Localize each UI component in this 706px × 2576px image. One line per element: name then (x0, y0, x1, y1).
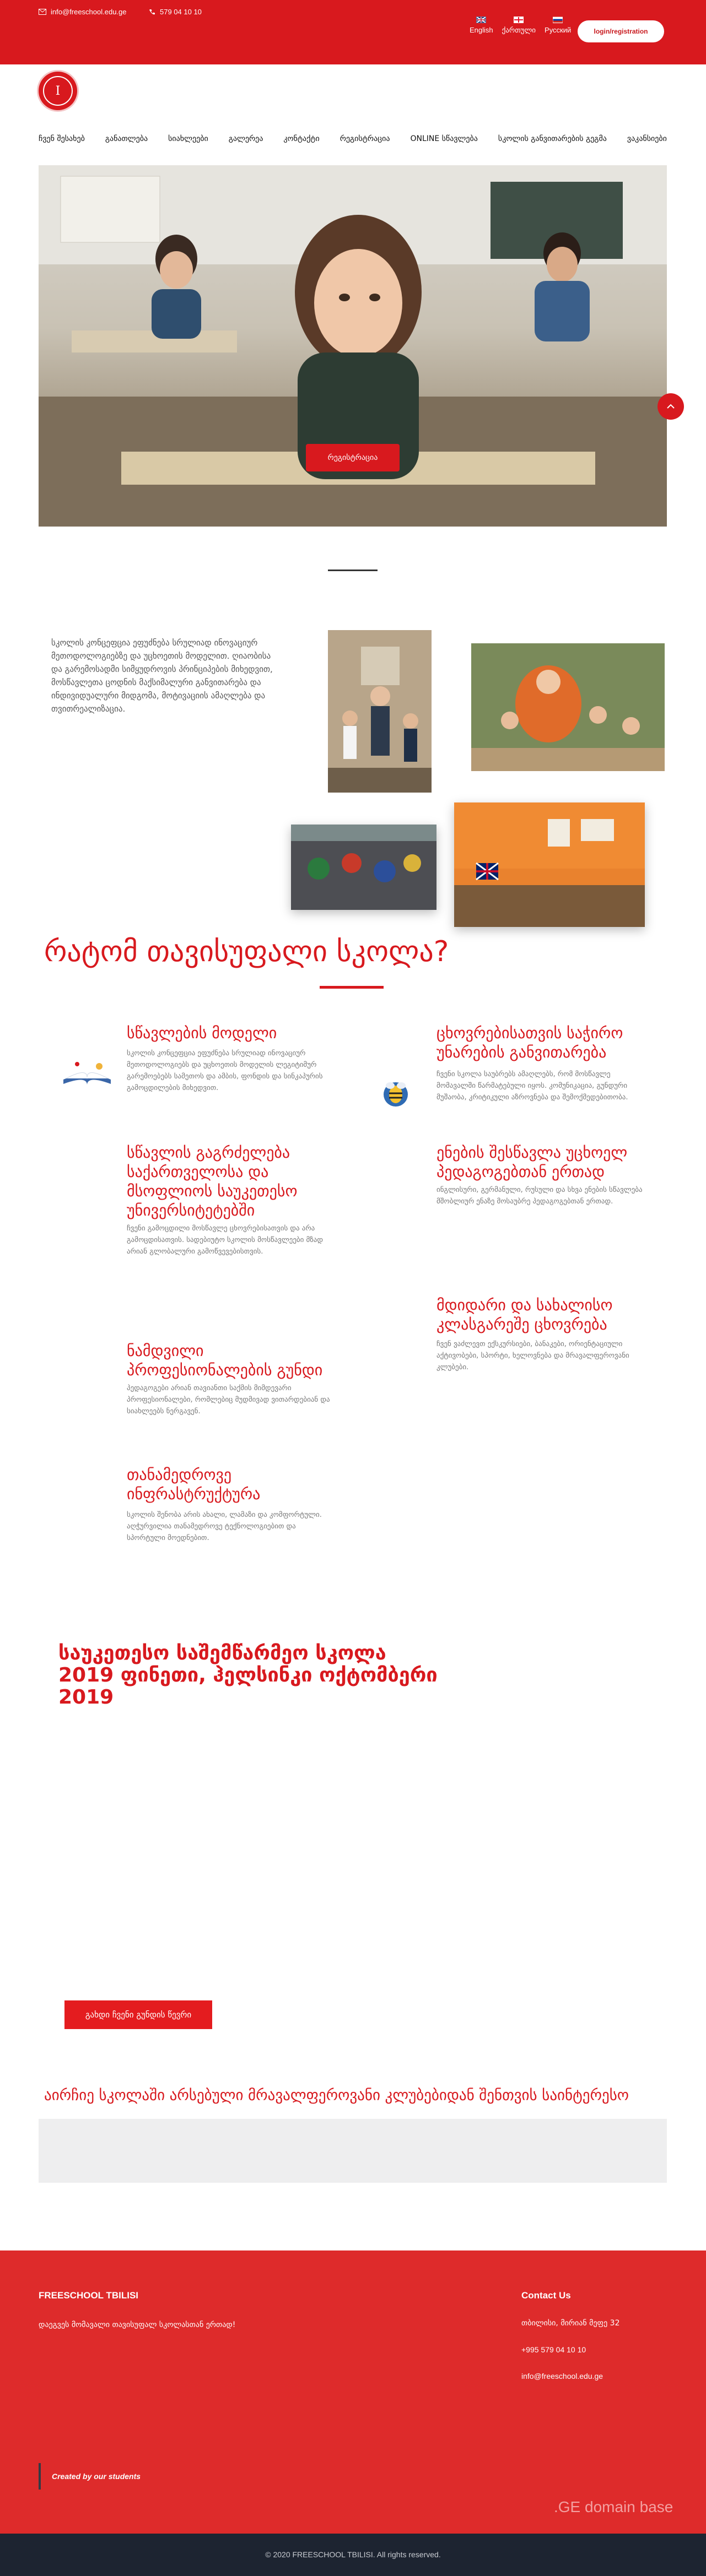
photo-students-with-teacher (328, 630, 432, 793)
bee-icon (379, 1077, 412, 1112)
credit-bar (39, 2463, 41, 2490)
feature-text-universities: ჩვენი გამოცდილი მოსწავლე ცხოვრებისათვის და არა გამოცდისათვის. სადებიუტო სკოლის მოსწავლეები მზად არიან გლობალური გამოწვევებისთვის. (127, 1224, 324, 1256)
section-divider (328, 570, 378, 571)
russia-flag-icon (553, 17, 563, 23)
phone-icon (149, 9, 155, 15)
login-registration-button[interactable]: login/registration (578, 20, 664, 42)
nav-development-plan[interactable]: სკოლის განვითარების გეგმა (498, 134, 607, 143)
hero-registration-button[interactable]: რეგისტრაცია (306, 444, 400, 471)
footer-phone[interactable]: +995 579 04 10 10 (521, 2345, 586, 2354)
footer-contact-title: Contact Us (521, 2290, 571, 2301)
nav-about[interactable]: ჩვენ შესახებ (39, 134, 85, 143)
footer-email[interactable]: info@freeschool.edu.ge (521, 2372, 603, 2380)
footer-credit: Created by our students (52, 2472, 141, 2481)
lang-label: Русский (545, 26, 572, 34)
photo-robotics-kits (291, 825, 436, 910)
clubs-panel (39, 2119, 667, 2183)
chevron-up-icon (667, 404, 675, 409)
nav-education[interactable]: განათლება (105, 134, 148, 143)
email-contact[interactable] (39, 8, 127, 16)
nav-registration[interactable]: რეგისტრაცია (339, 134, 390, 143)
envelope-icon (39, 9, 46, 15)
nav-vacancies[interactable]: ვაკანსიები (627, 134, 667, 143)
feature-text-teaching-model: სკოლის კონცეფცია ეფუძნება სრულიად ინოვაციურ მეთოდოლოგიებს და უცხოეთის მოდელის ლეგიტიმურ გარემოებებს სამეთოს და ამბის, ფონდის და სინკაპურის გამოცდილების მიხედვით. (127, 1049, 323, 1092)
feature-text-professionals: პედაგოგები არიან თავიანთი საქმის მიმდევარი პროფესიონალები, რომლებიც მუდმივად ვითარდებიან და სიახლეებს ნერგავენ. (127, 1384, 330, 1416)
georgia-flag-icon (514, 17, 524, 23)
classroom-photo (39, 165, 667, 527)
hero-image (39, 165, 667, 527)
nav-online-learning[interactable]: ONLINE სწავლება (410, 134, 478, 143)
book-icon (61, 1057, 114, 1091)
phone-contact[interactable] (149, 8, 202, 16)
clubs-title: აირჩიე სკოლაში არსებული მრავალფეროვანი კლუბებიდან შენთვის საინტერესო (44, 2087, 629, 2104)
lang-russian[interactable] (545, 17, 571, 35)
email-text: info@freeschool.edu.ge (51, 8, 127, 16)
lang-label: English (470, 26, 493, 34)
feature-text-extracurricular: ჩვენ ვაძლევთ ექსკურსიები, ბანაკები, ორიენტაციული აქტივობები, სპორტი, ხელოვნება და მრავალფეროვანი კლუბები. (436, 1340, 629, 1371)
logo-emblem: I (43, 76, 73, 106)
footer-brand: FREESCHOOL TBILISI (39, 2290, 139, 2301)
lang-english[interactable] (470, 17, 493, 35)
nav-news[interactable]: სიახლეები (168, 134, 208, 143)
footer-bottom-bar (0, 2534, 706, 2576)
feature-text-life-skills: ჩვენი სკოლა საუბრებს ამაღლებს, რომ მოსწავლე მომავალში წარმატებული იყოს. კომუნიკაცია, გუნდური მუშაობა, კრიტიკული აზროვნება და შემოქმედებითობა. (436, 1070, 628, 1102)
event-title: საუკეთესო საშემწარმეო სკოლა 2019 ფინეთი, ჰელსინკი ოქტომბერი 2019 (58, 1642, 438, 1709)
lang-label: ქართული (502, 26, 536, 34)
scroll-to-top-button[interactable] (658, 393, 684, 420)
copyright-text: © 2020 FREESCHOOL TBILISI. All rights reserved. (265, 2550, 441, 2559)
partner-logo[interactable]: .GE domain base (554, 2498, 673, 2515)
why-free-school-title: რატომ თავისუფალი სკოლა? (44, 935, 449, 968)
feature-title-life-skills: ცხოვრებისათვის საჭირო უნარების განვითარება (436, 1024, 623, 1061)
uk-flag-icon (476, 17, 486, 23)
feature-text-languages: ინგლისური, გერმანული, რუსული და სხვა ენების სწავლება მშობლიურ ენაზე მოსაუბრე პედაგოგებთან ერთად. (436, 1186, 643, 1206)
nav-contact[interactable]: კონტაქტი (283, 134, 320, 143)
footer-tagline: დაეგვეს მომავალი თავისუფალ სკოლასთან ერთად! (39, 2320, 236, 2329)
title-underline (320, 986, 384, 989)
footer-address: თბილისი, მირიან მეფე 32 (521, 2319, 620, 2328)
feature-title-professionals: ნამდვილი პროფესიონალების გუნდი (127, 1342, 323, 1379)
top-bar (0, 0, 706, 64)
feature-title-universities: სწავლის გაგრძელება საქართველოსა და მსოფლიოს საუკეთესო უნივერსიტეტებში (127, 1143, 298, 1219)
lang-georgian[interactable] (502, 17, 536, 35)
feature-title-infrastructure: თანამედროვე ინფრასტრუქტურა (127, 1466, 261, 1503)
feature-title-extracurricular: მდიდარი და სახალისო კლასგარეშე ცხოვრება (436, 1296, 613, 1333)
intro-text: სკოლის კონცეფცია ეფუძნება სრულიად ინოვაციურ მეთოდოლოგიებზე და უცხოეთის მოდელით. ღიაობისა და გარემოსადმი სიმყუდროვის პრინციპების მიხედვით, მოსწავლეთა ცოდნის მაქსიმალური განვითარება და ინდივიდუალური მიდგომა, მოტივაციის ამაღლება და თვითრეალიზაცია. (51, 638, 273, 714)
school-logo[interactable] (39, 72, 77, 110)
photo-children-group (471, 643, 665, 771)
language-switcher (470, 17, 571, 35)
feature-title-languages: ენების შესწავლა უცხოელ პედაგოგებთან ერთად (436, 1143, 628, 1181)
photo-classroom-flags (454, 802, 645, 927)
feature-text-infrastructure: სკოლის შენობა არის ახალი, ლამაზი და კომფორტული. აღჭურვილია თანამედროვე ტექნოლოგიებით და სპორტული მოედნებით. (127, 1511, 322, 1542)
main-navigation (39, 134, 667, 143)
footer (0, 2250, 706, 2576)
nav-gallery[interactable]: გალერეა (228, 134, 263, 143)
phone-text: 579 04 10 10 (160, 8, 202, 16)
join-team-button[interactable]: გახდი ჩვენი გუნდის წევრი (64, 2000, 212, 2029)
feature-title-teaching-model: სწავლების მოდელი (127, 1024, 277, 1042)
